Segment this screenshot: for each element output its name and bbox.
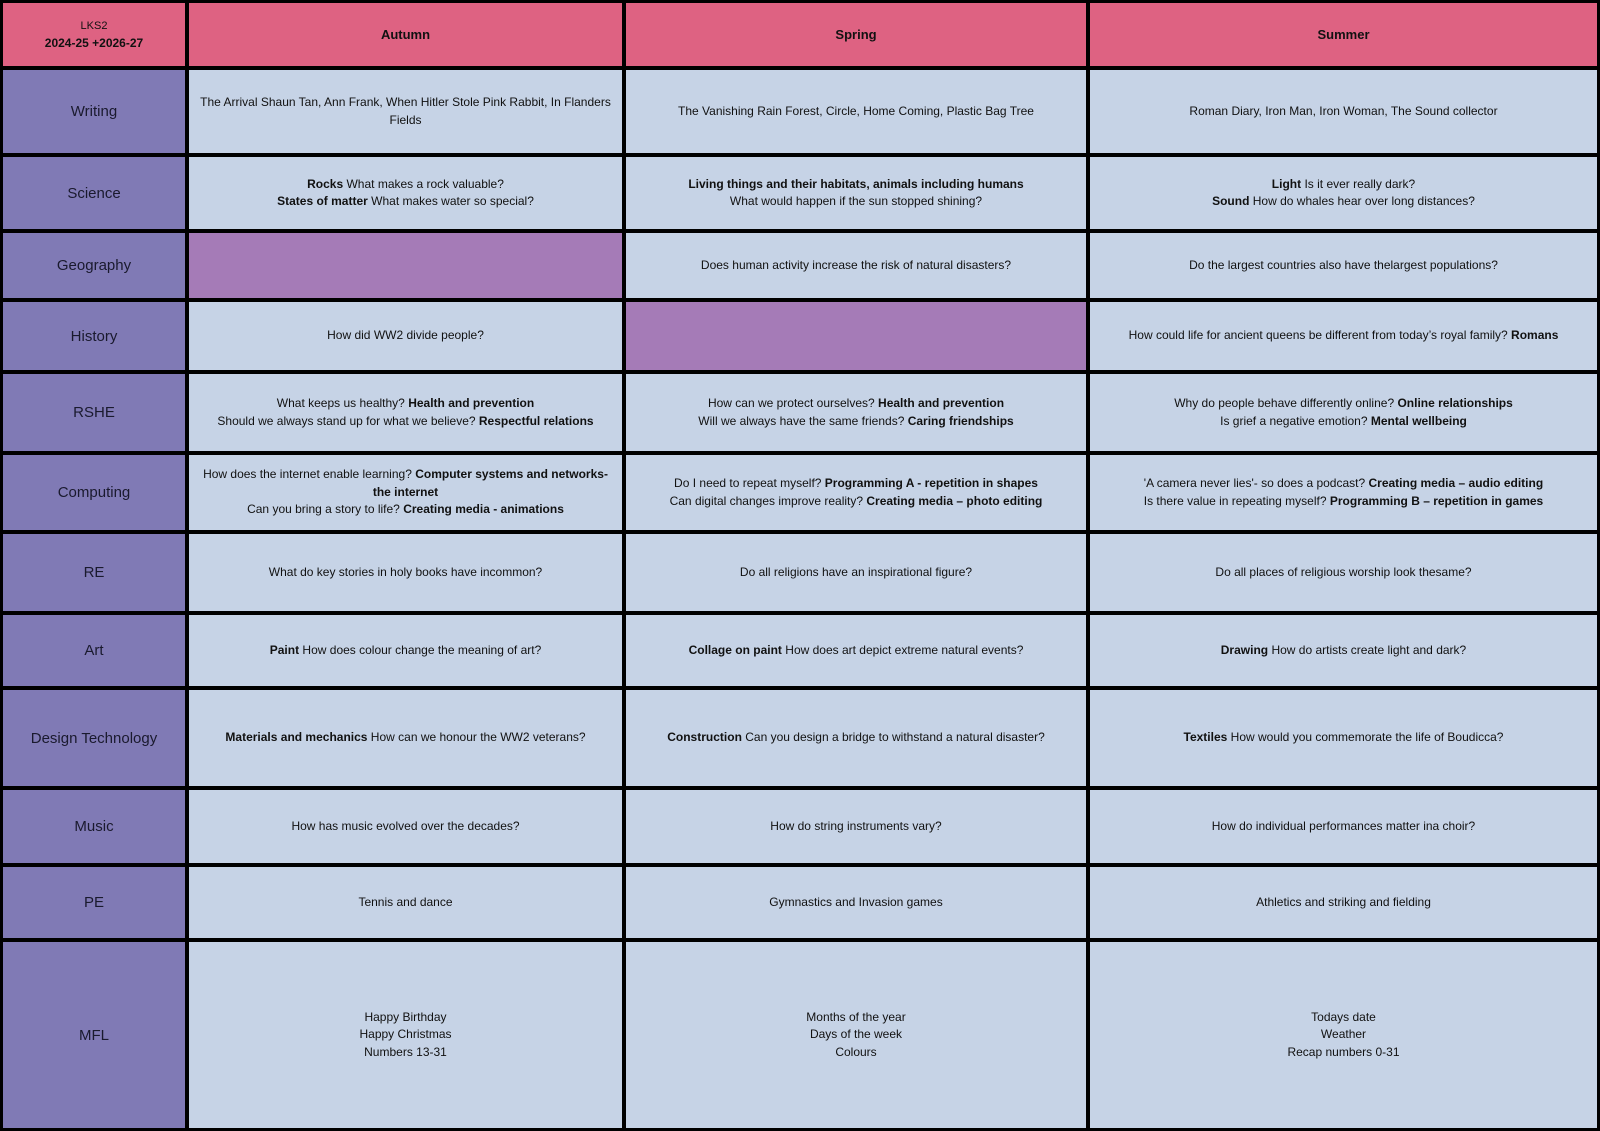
topic-cell-writing-spring bbox=[626, 70, 1086, 153]
topic-line bbox=[740, 564, 972, 582]
topic-cell-design-technology-spring bbox=[626, 690, 1086, 786]
topic-cell-design-technology-summer bbox=[1090, 690, 1597, 786]
topic-strand-bold: Collage on paint bbox=[688, 642, 782, 657]
topic-cell-history-summer bbox=[1090, 302, 1597, 370]
topic-line bbox=[359, 1044, 451, 1062]
topic-question: Do all religions have an inspirational figure? bbox=[739, 564, 973, 579]
topic-cell-design-technology-autumn bbox=[189, 690, 622, 786]
topic-line bbox=[688, 176, 1023, 194]
topic-strand-bold: Caring friendships bbox=[907, 413, 1014, 428]
topic-text bbox=[291, 818, 519, 836]
topic-line bbox=[277, 176, 534, 194]
subject-label-pe: PE bbox=[3, 867, 185, 938]
topic-text bbox=[277, 176, 534, 211]
topic-line bbox=[359, 1026, 451, 1044]
topic-line bbox=[1189, 103, 1497, 121]
topic-line bbox=[1174, 413, 1513, 431]
term-header-autumn: Autumn bbox=[189, 3, 622, 66]
topic-line bbox=[225, 729, 585, 747]
topic-question: How do artists create light and dark? bbox=[1268, 642, 1467, 657]
topic-strand-bold: Textiles bbox=[1183, 730, 1228, 745]
topic-cell-geography-summer bbox=[1090, 233, 1597, 298]
topic-line bbox=[678, 103, 1034, 121]
topic-text bbox=[1287, 1009, 1399, 1062]
topic-question: How would you commemorate the life of Boudicca? bbox=[1227, 730, 1504, 745]
topic-text bbox=[701, 257, 1011, 275]
topic-text bbox=[270, 642, 542, 660]
topic-text bbox=[770, 818, 941, 836]
topic-strand-bold: Construction bbox=[667, 730, 742, 745]
topic-question: Gymnastics and Invasion games bbox=[769, 894, 943, 909]
topic-question: Can you design a bridge to withstand a natural disaster? bbox=[741, 730, 1045, 745]
topic-line bbox=[217, 395, 593, 413]
topic-question: How does art depict extreme natural events? bbox=[781, 642, 1024, 657]
topic-cell-rshe-summer bbox=[1090, 374, 1597, 451]
topic-strand-bold: Romans bbox=[1511, 328, 1559, 343]
topic-line bbox=[698, 395, 1013, 413]
topic-text bbox=[225, 729, 585, 747]
topic-question: How does colour change the meaning of art? bbox=[299, 642, 542, 657]
topic-question: 'A camera never lies'- so does a podcast? bbox=[1143, 476, 1369, 490]
topic-question: Todays date bbox=[1311, 1009, 1376, 1024]
topic-line bbox=[277, 193, 534, 211]
topic-cell-art-autumn bbox=[189, 615, 622, 686]
subject-label-writing: Writing bbox=[3, 70, 185, 153]
topic-line bbox=[1189, 257, 1498, 275]
topic-line bbox=[358, 894, 452, 912]
topic-cell-science-autumn bbox=[189, 157, 622, 229]
topic-text bbox=[1256, 894, 1431, 912]
topic-question: What makes a rock valuable? bbox=[343, 176, 504, 191]
topic-question: How did WW2 divide people? bbox=[327, 328, 484, 343]
topic-strand-bold: Creating media – audio editing bbox=[1368, 476, 1544, 490]
topic-text bbox=[217, 395, 593, 430]
topic-cell-re-spring bbox=[626, 534, 1086, 611]
topic-question: Do the largest countries also have thelargest populations? bbox=[1189, 257, 1498, 272]
topic-line bbox=[1212, 818, 1475, 836]
topic-question: What keeps us healthy? bbox=[276, 396, 409, 410]
topic-cell-music-summer bbox=[1090, 790, 1597, 863]
topic-line bbox=[1144, 475, 1543, 493]
topic-strand-bold: Creating media - animations bbox=[403, 502, 564, 517]
topic-strand-bold: Respectful relations bbox=[478, 413, 594, 428]
topic-cell-computing-autumn bbox=[189, 455, 622, 530]
topic-question: Is grief a negative emotion? bbox=[1220, 413, 1371, 428]
topic-text bbox=[689, 642, 1024, 660]
topic-text bbox=[359, 1009, 451, 1062]
topic-cell-music-spring bbox=[626, 790, 1086, 863]
subject-label-computing: Computing bbox=[3, 455, 185, 530]
empty-cell-geography-autumn bbox=[189, 233, 622, 298]
subject-label-design-technology: Design Technology bbox=[3, 690, 185, 786]
topic-text bbox=[1189, 257, 1498, 275]
topic-strand-bold: Materials and mechanics bbox=[225, 730, 368, 745]
topic-cell-re-summer bbox=[1090, 534, 1597, 611]
topic-question: Can digital changes improve reality? bbox=[669, 493, 867, 508]
topic-line bbox=[770, 818, 941, 836]
topic-text bbox=[1144, 475, 1543, 510]
topic-line bbox=[806, 1026, 905, 1044]
topic-line bbox=[689, 642, 1024, 660]
topic-text bbox=[1221, 642, 1466, 660]
topic-question: Athletics and striking and fielding bbox=[1256, 894, 1431, 909]
topic-question: Will we always have the same friends? bbox=[698, 413, 908, 428]
academic-years-label: 2024-25 +2026-27 bbox=[44, 35, 144, 50]
topic-question: Recap numbers 0-31 bbox=[1287, 1044, 1400, 1059]
topic-text bbox=[698, 395, 1013, 430]
topic-text bbox=[269, 564, 542, 582]
topic-line bbox=[1144, 493, 1543, 511]
topic-line bbox=[1256, 894, 1431, 912]
topic-line bbox=[670, 475, 1043, 493]
topic-question: What would happen if the sun stopped shining? bbox=[729, 194, 983, 208]
topic-question: Do I need to repeat myself? bbox=[674, 476, 825, 490]
topic-question: Months of the year bbox=[806, 1009, 906, 1024]
topic-line bbox=[1287, 1026, 1399, 1044]
topic-line bbox=[1287, 1009, 1399, 1027]
topic-line bbox=[291, 818, 519, 836]
subject-label-re: RE bbox=[3, 534, 185, 611]
topic-text bbox=[1184, 729, 1504, 747]
header-corner bbox=[3, 3, 185, 66]
key-stage-label: LKS2 bbox=[80, 19, 108, 32]
topic-text bbox=[195, 466, 616, 519]
topic-question: How can we honour the WW2 veterans? bbox=[367, 730, 586, 745]
subject-label-mfl: MFL bbox=[3, 942, 185, 1128]
topic-text bbox=[1174, 395, 1513, 430]
topic-line bbox=[667, 729, 1045, 747]
topic-text bbox=[1212, 176, 1475, 211]
subject-label-art: Art bbox=[3, 615, 185, 686]
topic-question: How does the internet enable learning? bbox=[203, 467, 416, 482]
topic-strand-bold: Rocks bbox=[307, 176, 344, 191]
topic-strand-bold: Programming A - repetition in shapes bbox=[824, 476, 1038, 490]
topic-cell-mfl-summer bbox=[1090, 942, 1597, 1128]
topic-strand-bold: Drawing bbox=[1220, 642, 1269, 657]
topic-text bbox=[678, 103, 1034, 121]
topic-cell-pe-autumn bbox=[189, 867, 622, 938]
topic-text bbox=[688, 176, 1023, 211]
topic-question: How could life for ancient queens be different from today’s royal family? bbox=[1128, 328, 1512, 343]
topic-line bbox=[269, 564, 542, 582]
topic-question: Does human activity increase the risk of natural disasters? bbox=[700, 257, 1012, 272]
term-header-summer: Summer bbox=[1090, 3, 1597, 66]
topic-text bbox=[769, 894, 942, 912]
topic-question: Should we always stand up for what we believe? bbox=[217, 413, 479, 428]
topic-question: Do all places of religious worship look thesame? bbox=[1215, 564, 1472, 579]
topic-question: Why do people behave differently online? bbox=[1174, 396, 1398, 410]
topic-line bbox=[1221, 642, 1466, 660]
topic-text bbox=[740, 564, 972, 582]
topic-text bbox=[1215, 564, 1471, 582]
topic-question: Happy Christmas bbox=[359, 1027, 452, 1042]
topic-cell-rshe-autumn bbox=[189, 374, 622, 451]
topic-strand-bold: Online relationships bbox=[1397, 396, 1513, 410]
topic-cell-writing-autumn bbox=[189, 70, 622, 153]
topic-question: How do individual performances matter ina choir? bbox=[1211, 818, 1476, 833]
topic-line bbox=[688, 193, 1023, 211]
topic-line bbox=[195, 466, 616, 501]
topic-cell-computing-summer bbox=[1090, 455, 1597, 530]
topic-cell-computing-spring bbox=[626, 455, 1086, 530]
topic-line bbox=[195, 501, 616, 519]
subject-label-music: Music bbox=[3, 790, 185, 863]
topic-line bbox=[327, 327, 484, 345]
topic-line bbox=[1129, 327, 1559, 345]
topic-line bbox=[1184, 729, 1504, 747]
topic-strand-bold: States of matter bbox=[277, 194, 368, 208]
topic-strand-bold: Light bbox=[1271, 176, 1302, 191]
topic-line bbox=[701, 257, 1011, 275]
topic-line bbox=[769, 894, 942, 912]
topic-strand-bold: Paint bbox=[269, 642, 300, 657]
topic-cell-mfl-spring bbox=[626, 942, 1086, 1128]
topic-question: Tennis and dance bbox=[358, 894, 453, 909]
topic-text bbox=[670, 475, 1043, 510]
topic-line bbox=[670, 493, 1043, 511]
topic-strand-bold: Living things and their habitats, animals including humans bbox=[688, 176, 1024, 191]
topic-text bbox=[358, 894, 452, 912]
topic-text bbox=[1189, 103, 1497, 121]
subject-label-geography: Geography bbox=[3, 233, 185, 298]
topic-cell-writing-summer bbox=[1090, 70, 1597, 153]
topic-text bbox=[1212, 818, 1475, 836]
topic-text bbox=[667, 729, 1045, 747]
topic-text bbox=[1129, 327, 1559, 345]
topic-strand-bold: Mental wellbeing bbox=[1370, 413, 1467, 428]
topic-line bbox=[1174, 395, 1513, 413]
topic-cell-art-summer bbox=[1090, 615, 1597, 686]
topic-question: Weather bbox=[1320, 1027, 1367, 1042]
topic-line bbox=[806, 1009, 905, 1027]
topic-text bbox=[806, 1009, 905, 1062]
topic-line bbox=[359, 1009, 451, 1027]
topic-question: What makes water so special? bbox=[367, 194, 534, 208]
topic-line bbox=[1212, 193, 1475, 211]
topic-question: Is it ever really dark? bbox=[1301, 176, 1416, 191]
topic-question: How has music evolved over the decades? bbox=[291, 818, 520, 833]
topic-cell-geography-spring bbox=[626, 233, 1086, 298]
topic-text bbox=[195, 94, 616, 129]
term-header-spring: Spring bbox=[626, 3, 1086, 66]
subject-label-rshe: RSHE bbox=[3, 374, 185, 451]
topic-strand-bold: Programming B – repetition in games bbox=[1329, 493, 1544, 508]
topic-line bbox=[698, 413, 1013, 431]
topic-cell-pe-spring bbox=[626, 867, 1086, 938]
subject-label-science: Science bbox=[3, 157, 185, 229]
topic-line bbox=[1287, 1044, 1399, 1062]
topic-cell-science-spring bbox=[626, 157, 1086, 229]
topic-question: How do string instruments vary? bbox=[770, 818, 942, 833]
topic-question: The Vanishing Rain Forest, Circle, Home Coming, Plastic Bag Tree bbox=[678, 103, 1034, 118]
topic-question: Numbers 13-31 bbox=[364, 1044, 447, 1059]
topic-line bbox=[195, 94, 616, 129]
topic-question: What do key stories in holy books have incommon? bbox=[268, 564, 543, 579]
topic-line bbox=[1215, 564, 1471, 582]
topic-question: How do whales hear over long distances? bbox=[1249, 194, 1475, 208]
topic-cell-mfl-autumn bbox=[189, 942, 622, 1128]
topic-cell-art-spring bbox=[626, 615, 1086, 686]
topic-line bbox=[217, 413, 593, 431]
topic-cell-science-summer bbox=[1090, 157, 1597, 229]
topic-question: How can we protect ourselves? bbox=[707, 396, 879, 410]
topic-strand-bold: Health and prevention bbox=[878, 396, 1005, 410]
subject-label-history: History bbox=[3, 302, 185, 370]
topic-strand-bold: Health and prevention bbox=[408, 396, 535, 410]
topic-cell-rshe-spring bbox=[626, 374, 1086, 451]
topic-cell-pe-summer bbox=[1090, 867, 1597, 938]
topic-line bbox=[1212, 176, 1475, 194]
empty-cell-history-spring bbox=[626, 302, 1086, 370]
topic-question: The Arrival Shaun Tan, Ann Frank, When Hitler Stole Pink Rabbit, In Flanders Fields bbox=[200, 95, 611, 127]
topic-question: Roman Diary, Iron Man, Iron Woman, The Sound collector bbox=[1189, 103, 1498, 118]
topic-question: Days of the week bbox=[809, 1027, 903, 1042]
topic-cell-history-autumn bbox=[189, 302, 622, 370]
topic-cell-music-autumn bbox=[189, 790, 622, 863]
topic-text bbox=[327, 327, 484, 345]
topic-line bbox=[806, 1044, 905, 1062]
topic-strand-bold: Computer systems and networks- the internet bbox=[372, 467, 608, 499]
topic-strand-bold: Sound bbox=[1212, 194, 1250, 208]
topic-question: Happy Birthday bbox=[364, 1009, 447, 1024]
topic-cell-re-autumn bbox=[189, 534, 622, 611]
topic-question: Colours bbox=[835, 1044, 877, 1059]
topic-question: Is there value in repeating myself? bbox=[1143, 493, 1330, 508]
topic-question: Can you bring a story to life? bbox=[247, 502, 404, 517]
topic-strand-bold: Creating media – photo editing bbox=[866, 493, 1043, 508]
topic-line bbox=[270, 642, 542, 660]
